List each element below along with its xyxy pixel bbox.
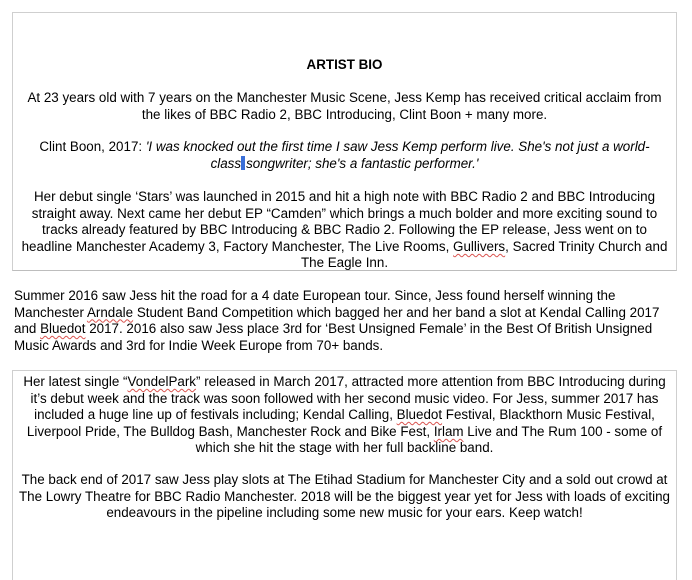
misspelled-vondelpark[interactable]: VondelPark <box>127 374 197 389</box>
latest-text-1: Her latest single “ <box>23 374 128 389</box>
misspelled-bluedot-festival[interactable]: Bluedot <box>396 407 443 423</box>
debut-paragraph <box>13 189 676 272</box>
debut-text-1: Her debut single ‘Stars’ was launched in 2015 and hit a high note with BBC Radio 2 and BBC Introducing straight away. Next came her debut EP “Camden” which brings a much bolder and more exciting sound to tracks already featured by BBC Introducing & BBC Radio 2. Following the EP release, Jess went on to headline Manchester Academy 3, Factory Manchester, The Live Rooms, <box>21 189 658 254</box>
back-end-2017-paragraph: The back end of 2017 saw Jess play slots at The Etihad Stadium for Manchester City and a sold out crowd at The Lowry Theatre for BBC Radio Manchester. 2018 will be the biggest year yet for Jess with loads of exciting endeavours in the pipeline including some new music for your ears. Keep watch! <box>18 472 670 521</box>
quote-attribution: Clint Boon, 2017: <box>39 139 146 154</box>
misspelled-bluedot[interactable]: Bluedot <box>40 321 86 337</box>
latest-text-2: ” released in March 2017, attracted more attention from BBC Introducing during it’s debut week and the track was soon followed with her second music video. For Jess, summer 2017 has included a huge line up of festivals including; Kendal Calling, <box>30 374 666 423</box>
artist-bio-text-box[interactable] <box>12 12 677 271</box>
summer-2016-paragraph <box>14 288 679 354</box>
latest-text-4: Live and The Rum 100 - some of which she hit the stage with her full backline band. <box>195 423 663 456</box>
misspelled-irlam[interactable]: Irlam <box>433 423 464 439</box>
summer-text-2: Student Band Competition which bagged her and her band a slot at Kendal Calling 2017 and <box>14 304 660 337</box>
quote-text-b: songwriter; she's a fantastic performer.' <box>246 155 479 171</box>
text-cursor <box>241 156 245 170</box>
latest-news-text-box[interactable] <box>12 370 677 580</box>
summer-text-3: 2017. 2016 also saw Jess place 3rd for ‘Best Unsigned Female’ in the Best Of British Unsigned Music Awards and 3rd for Indie Week Europe from 70+ bands. <box>14 321 653 353</box>
quote-text-a: 'I was knocked out the first time I saw Jess Kemp perform live. She's not just a world-class <box>145 139 650 171</box>
misspelled-arndale[interactable]: Arndale <box>86 304 134 320</box>
summer-text-1: Summer 2016 saw Jess hit the road for a 4 date European tour. Since, Jess found herself winning the Manchester <box>14 288 616 320</box>
quote-paragraph <box>13 139 676 172</box>
latest-text-3: Festival, Blackthorn Music Festival, Liverpool Pride, The Bulldog Bash, Manchester Rock and Bike Fest, <box>26 407 655 439</box>
intro-paragraph: At 23 years old with 7 years on the Manchester Music Scene, Jess Kemp has received critical acclaim from the likes of BBC Radio 2, BBC Introducing, Clint Boon + many more. <box>27 90 662 122</box>
misspelled-gullivers[interactable]: Gullivers <box>453 238 506 254</box>
latest-single-paragraph <box>13 374 676 457</box>
debut-text-2: , Sacred Trinity Church and The Eagle Inn. <box>300 238 668 271</box>
artist-bio-heading: ARTIST BIO <box>306 57 383 72</box>
